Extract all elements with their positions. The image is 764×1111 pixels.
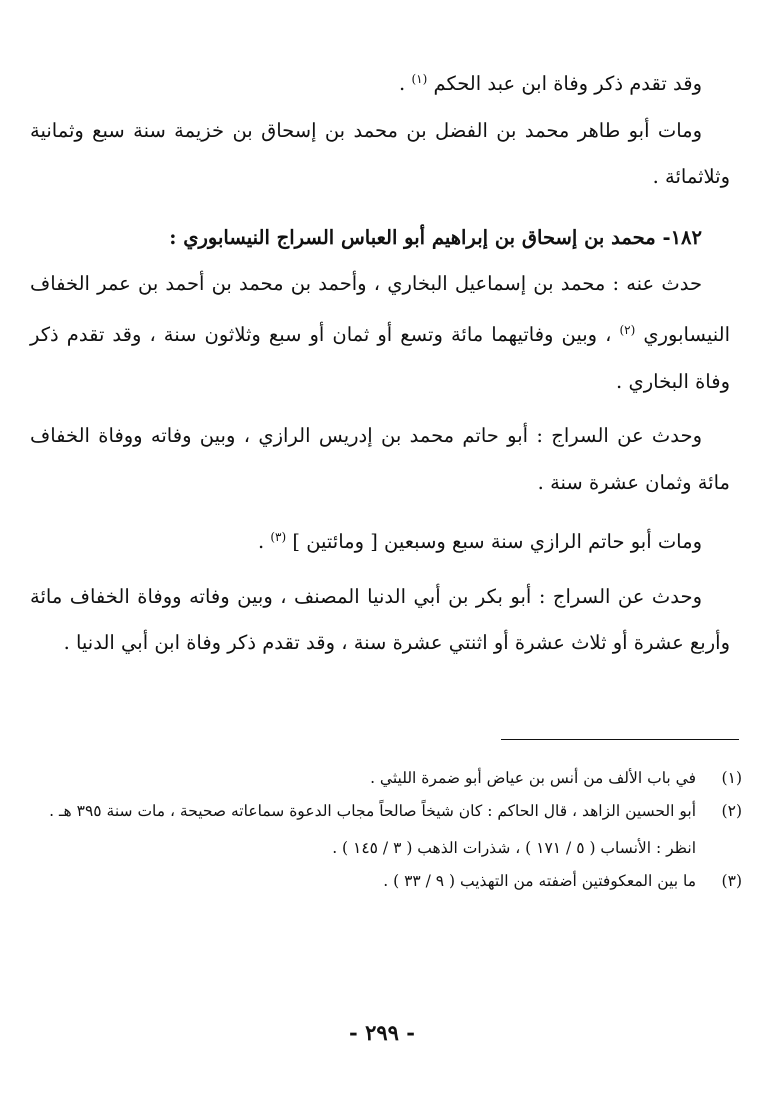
paragraph-1-end: . bbox=[399, 72, 406, 95]
footnote-1 bbox=[30, 762, 742, 795]
footnotes bbox=[30, 762, 742, 898]
paragraph-3-end: ، وبين وفاتيهما مائة وتسع أو ثمان أو سبع وثلاثون سنة ، وقد تقدم ذكر وفاة البخاري . bbox=[30, 323, 730, 393]
footnote-divider bbox=[501, 739, 739, 740]
footnote-ref-3: (٣) bbox=[270, 530, 287, 544]
footnote-3-text: ما بين المعكوفتين أضفته من التهذيب ( ٩ / ٣٣ ) . bbox=[383, 872, 696, 890]
footnote-2-sources: انظر : الأنساب ( ٥ / ١٧١ ) ، شذرات الذهب ( ٣ / ١٤٥ ) . bbox=[332, 839, 696, 857]
footnote-2 bbox=[30, 795, 742, 865]
footnote-ref-2: (٢) bbox=[619, 323, 636, 337]
footnote-2-text: أبو الحسين الزاهد ، قال الحاكم : كان شيخاً صالحاً مجاب الدعوة سماعاته صحيحة ، مات سنة ٣٩٥ هـ . bbox=[49, 802, 696, 820]
footnote-1-text: في باب الألف من أنس بن عياض أبو ضمرة الليثي . bbox=[370, 769, 696, 787]
footnote-3 bbox=[30, 865, 742, 898]
footnote-2-number: (٢) bbox=[721, 802, 742, 820]
paragraph-1 bbox=[30, 56, 730, 108]
paragraph-1-text: وقد تقدم ذكر وفاة ابن عبد الحكم bbox=[433, 72, 702, 95]
paragraph-4: وحدث عن السراج : أبو حاتم محمد بن إدريس الرازي ، وبين وفاته ووفاة الخفاف مائة وثمان عشرة سنة . bbox=[30, 424, 730, 494]
paragraph-3-start: حدث عنه : محمد بن إسماعيل البخاري ، وأحمد بن محمد بن أحمد بن عمر الخفاف النيسابوري bbox=[30, 271, 731, 346]
footnote-ref-1: (١) bbox=[411, 72, 428, 86]
paragraph-6: وحدث عن السراج : أبو بكر بن أبي الدنيا المصنف ، وبين وفاته ووفاة الخفاف مائة وأربع عشرة أو ثلاث عشرة أو اثنتي عشرة سنة ، وقد تقدم ذكر وفاة ابن أبي الدنيا . bbox=[30, 584, 730, 654]
entry-heading: ١٨٢- محمد بن إسحاق بن إبراهيم أبو العباس السراج النيسابوري : bbox=[169, 225, 702, 249]
paragraph-2: ومات أبو طاهر محمد بن الفضل بن محمد بن إسحاق بن خزيمة سنة سبع وثمانية وثلاثمائة . bbox=[30, 118, 730, 188]
paragraph-5 bbox=[30, 514, 730, 566]
paragraph-3 bbox=[30, 261, 730, 406]
main-text bbox=[30, 56, 730, 667]
paragraph-5-end: . bbox=[257, 530, 265, 553]
page-number: - ٢٩٩ - bbox=[349, 1020, 415, 1045]
footnote-2-body bbox=[30, 795, 696, 865]
paragraph-5-start: ومات أبو حاتم الرازي سنة سبع وسبعين [ ومائتين ] bbox=[292, 530, 702, 553]
footnote-3-number: (٣) bbox=[721, 872, 742, 890]
footnote-1-number: (١) bbox=[721, 769, 742, 787]
